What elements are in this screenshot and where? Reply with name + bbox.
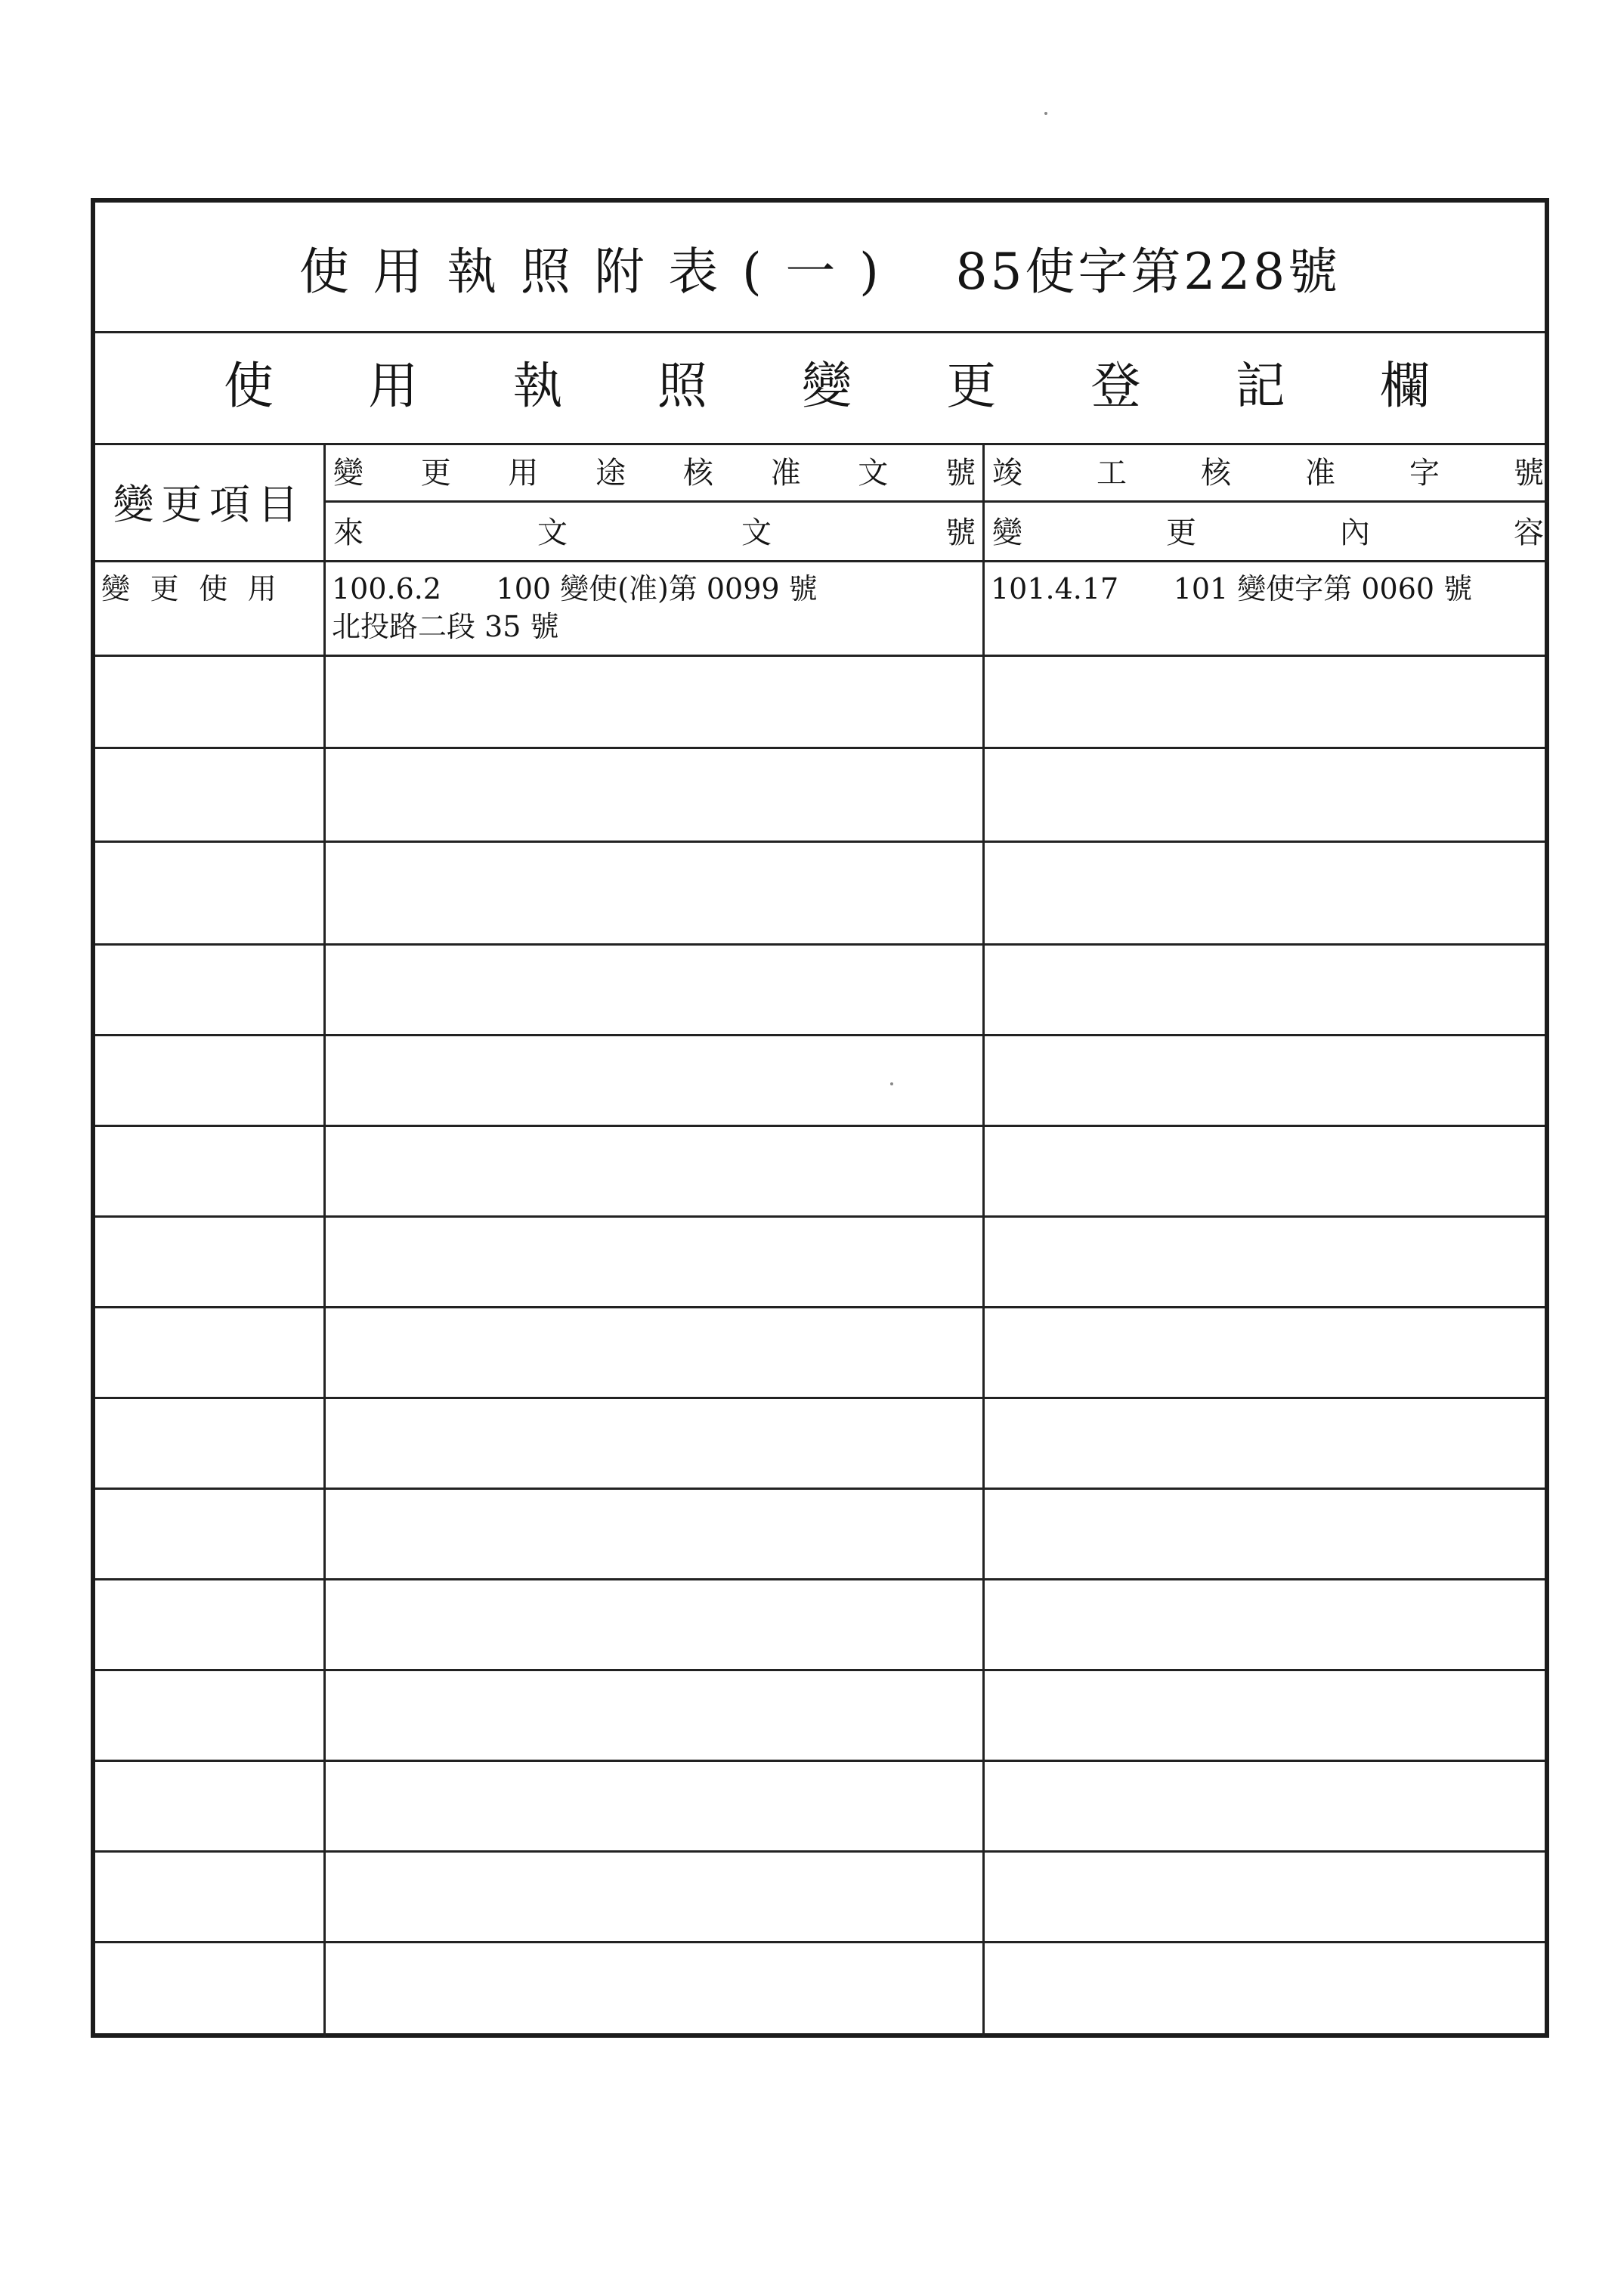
approval-doc-cell <box>326 1036 985 1125</box>
table-row <box>95 1762 1545 1853</box>
table-row <box>95 1399 1545 1490</box>
change-item-cell <box>95 1943 326 2037</box>
completion-cell <box>985 1036 1549 1125</box>
header-char: 號 <box>945 515 976 550</box>
table-row <box>95 1943 1545 2037</box>
subtitle-char: 記 <box>1235 357 1285 415</box>
header-char: 用 <box>508 456 539 491</box>
subtitle-char: 欄 <box>1380 357 1430 415</box>
header-incoming-doc-number <box>326 503 985 562</box>
approval-doc-cell <box>326 562 985 655</box>
approval-doc-cell <box>326 1671 985 1760</box>
change-item-cell <box>95 562 326 655</box>
header-char: 途 <box>595 456 626 491</box>
subtitle-char: 照 <box>657 357 707 415</box>
header-char: 內 <box>1340 515 1370 550</box>
table-row <box>95 657 1545 749</box>
completion-cell <box>985 562 1549 655</box>
approval-doc-cell <box>326 1399 985 1488</box>
change-item-cell <box>95 1671 326 1760</box>
completion-cell <box>985 1399 1549 1488</box>
header-char: 字 <box>1409 456 1440 491</box>
header-char: 文 <box>537 515 568 550</box>
subtitle-char: 使 <box>224 357 274 415</box>
approval-doc-cell <box>326 1853 985 1941</box>
table-row <box>95 843 1545 946</box>
completion-cell <box>985 1853 1549 1941</box>
completion-cell <box>985 946 1549 1034</box>
change-item-cell <box>95 1399 326 1488</box>
approval-doc-line: 100.6.2 100 變使(准)第 0099 號 <box>332 572 818 605</box>
change-item-cell <box>95 946 326 1034</box>
subtitle-char: 用 <box>368 357 419 415</box>
completion-cell <box>985 1127 1549 1215</box>
subtitle-char: 執 <box>512 357 563 415</box>
header-char: 號 <box>945 456 976 491</box>
header-char: 號 <box>1514 456 1544 491</box>
change-item-cell <box>95 1580 326 1669</box>
approval-doc-cell <box>326 946 985 1034</box>
change-item-cell <box>95 843 326 943</box>
header-char: 准 <box>770 456 801 491</box>
header-char: 容 <box>1514 515 1544 550</box>
header-char: 文 <box>858 456 889 491</box>
header-char: 文 <box>741 515 772 550</box>
approval-doc-cell <box>326 1943 985 2037</box>
completion-cell <box>985 1671 1549 1760</box>
table-row <box>95 1127 1545 1218</box>
change-item-cell <box>95 1490 326 1578</box>
scan-speck <box>890 1082 893 1085</box>
completion-cell <box>985 843 1549 943</box>
header-char: 更 <box>420 456 451 491</box>
header-char: 工 <box>1097 456 1127 491</box>
approval-doc-cell <box>326 1490 985 1578</box>
change-item-cell <box>95 1127 326 1215</box>
completion-cell <box>985 749 1549 841</box>
table-row <box>95 1218 1545 1308</box>
approval-doc-cell <box>326 1127 985 1215</box>
completion-number-text: 101.4.17 101 變使字第 0060 號 <box>991 572 1473 605</box>
form-subtitle <box>95 331 1545 445</box>
approval-doc-cell <box>326 843 985 943</box>
table-row <box>95 946 1545 1036</box>
form-title-row <box>95 203 1545 333</box>
completion-cell <box>985 1490 1549 1578</box>
scan-speck <box>1044 112 1047 115</box>
table-row <box>95 1671 1545 1762</box>
approval-doc-cell <box>326 1580 985 1669</box>
header-completion-approval-number <box>985 443 1549 503</box>
change-item-cell <box>95 1308 326 1397</box>
table-row <box>95 1308 1545 1399</box>
approval-doc-line: 北投路二段 35 號 <box>332 610 559 643</box>
completion-cell <box>985 657 1549 747</box>
header-char: 准 <box>1305 456 1335 491</box>
approval-doc-cell <box>326 1218 985 1306</box>
table-row <box>95 562 1545 657</box>
change-item-cell <box>95 657 326 747</box>
change-item-cell <box>95 749 326 841</box>
table-row <box>95 749 1545 843</box>
completion-cell <box>985 1762 1549 1850</box>
subtitle-char: 更 <box>946 357 997 415</box>
change-item-cell <box>95 1853 326 1941</box>
table-row <box>95 1490 1545 1580</box>
header-change-content <box>985 503 1549 562</box>
subtitle-char: 登 <box>1090 357 1141 415</box>
subtitle-char: 變 <box>802 357 852 415</box>
approval-doc-cell <box>326 657 985 747</box>
change-registration-form <box>91 198 1549 2038</box>
completion-cell <box>985 1943 1549 2037</box>
license-number: 85使字第228號 <box>955 242 1341 301</box>
header-char: 來 <box>333 515 363 550</box>
approval-doc-cell <box>326 1308 985 1397</box>
header-char: 核 <box>682 456 713 491</box>
change-item-text: 變更使用 <box>101 572 297 605</box>
approval-doc-cell <box>326 1762 985 1850</box>
header-char: 竣 <box>992 456 1022 491</box>
table-row <box>95 1853 1545 1943</box>
table-row <box>95 1580 1545 1671</box>
approval-doc-cell <box>326 749 985 841</box>
header-char: 更 <box>1166 515 1196 550</box>
header-char: 核 <box>1201 456 1231 491</box>
completion-cell <box>985 1580 1549 1669</box>
header-approval-doc-number <box>326 443 985 503</box>
change-item-cell <box>95 1762 326 1850</box>
form-title: 使用執照附表(一) <box>299 242 903 301</box>
header-char: 變 <box>333 456 363 491</box>
completion-cell <box>985 1308 1549 1397</box>
change-item-cell <box>95 1036 326 1125</box>
header-change-item: 變更項目 <box>95 443 326 562</box>
table-row <box>95 1036 1545 1127</box>
completion-cell <box>985 1218 1549 1306</box>
header-char: 變 <box>992 515 1022 550</box>
change-item-cell <box>95 1218 326 1306</box>
